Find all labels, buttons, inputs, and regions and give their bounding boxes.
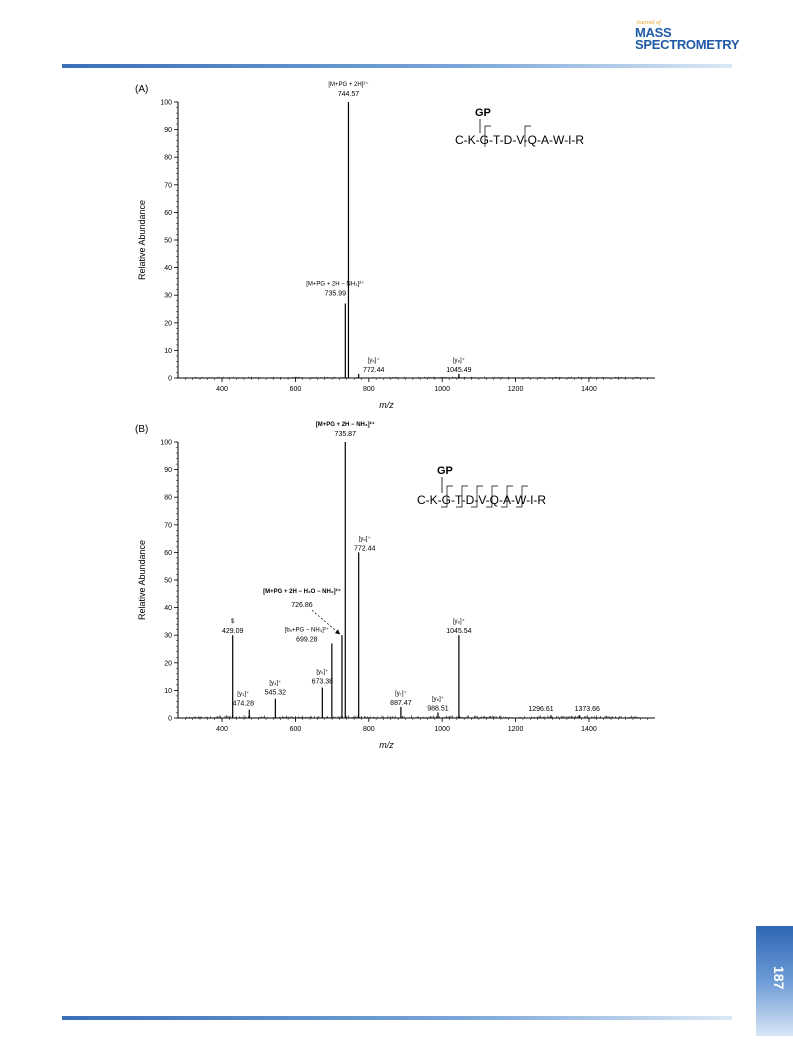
y-tick-label: 70 [164,522,172,530]
x-tick-label: 400 [216,726,228,733]
x-axis-label: m/z [379,400,394,410]
x-tick-label: 1200 [507,726,524,733]
glycan-label: GP [437,465,453,477]
peak-mz-label: 1296.61 [528,706,554,714]
peak-ion-label: [y₄]⁺ [269,680,282,687]
y-tick-label: 90 [164,467,172,475]
peak-mz-label: 429.09 [221,628,244,636]
peak-ion-label: [y₈]⁺ [452,357,465,364]
y-tick-label: 50 [164,577,172,585]
y-tick-label: 30 [164,632,172,640]
y-tick-label: 80 [164,494,172,502]
y-tick-label: 90 [164,127,172,135]
peak-mz-label: 988.51 [427,705,449,713]
y-tick-label: 100 [160,99,172,107]
x-tick-label: 1000 [434,386,450,393]
y-tick-label: 0 [168,375,172,383]
peak-mz-label: 726.86 [291,602,313,610]
peak-mz-label: 744.57 [337,91,360,98]
peptide-sequence: C-K-G-T-D-V-Q-A-W-I-R [417,493,547,507]
peak-mz-label: 735.87 [334,431,356,438]
y-tick-label: 0 [168,715,172,723]
peak-mz-label: 673.38 [311,678,334,686]
y-tick-label: 40 [164,265,172,273]
y-tick-label: 60 [164,549,172,557]
peak-mz-label: 1045.49 [446,366,472,374]
y-axis-label: Relative Abundance [137,199,147,281]
peak-ion-label: [y₆]⁺ [358,536,371,543]
panel-label: (A) [135,84,149,95]
peak-ion-label: [M+PG + 2H − H₂O − NH₃]²⁺ [263,589,341,596]
y-tick-label: 80 [164,154,172,162]
peak-mz-label: 772.44 [362,366,385,374]
journal-logo-line1: MASS [635,25,672,40]
annotation-arrowhead [335,629,340,634]
footer-rule [62,1016,732,1020]
peak-mz-label: 1045.54 [446,628,472,636]
y-tick-label: 40 [164,605,172,613]
spectrum-panel-2 [135,421,655,750]
x-tick-label: 800 [362,726,375,733]
panel-label: (B) [135,424,149,435]
x-tick-label: 400 [216,386,228,393]
x-tick-label: 1400 [581,386,597,393]
y-tick-label: 10 [164,687,172,695]
x-axis-label: m/z [379,740,394,750]
peak-mz-label: 699.28 [296,636,318,644]
journal-logo-line2: SPECTROMETRY [635,37,740,52]
y-tick-label: 10 [164,347,172,355]
y-axis-label: Relative Abundance [137,539,147,621]
x-tick-label: 1200 [507,386,524,393]
peak-ion-label: [y₈]⁺ [431,696,444,703]
journal-logo-small: Journal of [636,20,661,26]
x-tick-label: 800 [362,386,375,393]
peak-ion-label: [y₇]⁺ [395,690,407,697]
y-tick-label: 60 [164,209,172,217]
peak-ion-label: [y₃]⁺ [237,691,250,698]
peak-mz-label: 1373.66 [574,706,600,714]
peak-mz-label: 887.47 [390,699,412,707]
peak-ion-label: [M+PG + 2H − NH₃]²⁺ [306,281,365,288]
page-number: 187 [771,966,787,990]
peak-ion-label: [b₉+PG − NH₃]²⁺ [284,627,330,634]
x-tick-label: 1400 [581,726,597,733]
y-tick-label: 70 [164,182,172,190]
peak-mz-label: 545.32 [264,689,287,697]
peak-mz-label: 735.99 [324,290,347,298]
peak-ion-label: [y₅]⁺ [316,669,329,676]
glycan-label: GP [475,107,491,119]
peak-ion-label: [y₈]⁺ [452,619,465,626]
peptide-sequence: C-K-G-T-D-V-Q-A-W-I-R [455,133,585,147]
peak-mz-label: 474.28 [232,700,254,708]
x-tick-label: 600 [289,726,302,733]
y-tick-label: 20 [164,320,172,328]
y-tick-label: 20 [164,660,172,668]
peak-mz-label: 772.44 [353,545,376,553]
x-tick-label: 1000 [434,726,450,733]
y-tick-label: 50 [164,237,172,245]
peak-ion-label: [M+PG + 2H − NH₃]²⁺ [315,422,375,428]
y-tick-label: 100 [160,439,172,447]
peak-ion-label: [y₆]⁺ [367,357,380,364]
spectrum-panel-1 [135,81,655,410]
peak-ion-label: $ [231,619,235,626]
x-tick-label: 600 [289,386,302,393]
peak-ion-label: [M+PG + 2H]²⁺ [328,82,369,88]
y-tick-label: 30 [164,292,172,300]
